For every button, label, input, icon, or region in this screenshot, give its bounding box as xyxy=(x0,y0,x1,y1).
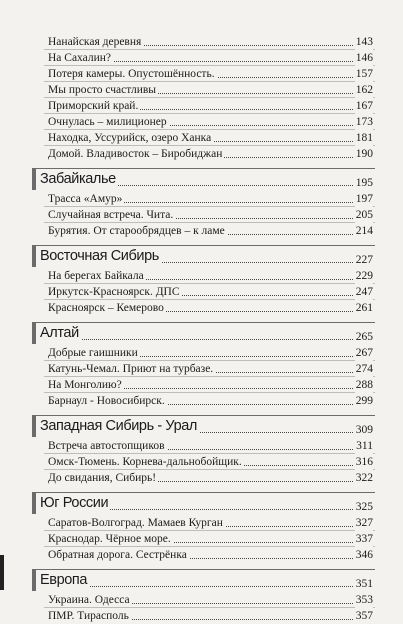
section-title: Европа xyxy=(40,572,88,588)
entry-title: До свидания, Сибирь! xyxy=(48,472,157,484)
entry-page: 181 xyxy=(355,132,373,144)
entry-title: Потеря камеры. Опустошённость. xyxy=(48,68,215,80)
entry-title: Саратов-Волгоград. Мамаев Курган xyxy=(48,517,223,529)
entry-title: Иркутск-Красноярск. ДПС xyxy=(48,286,180,298)
toc-entry xyxy=(48,438,373,454)
toc-entry xyxy=(48,393,373,409)
entry-page: 267 xyxy=(355,347,373,359)
entry-title: Домой. Владивосток – Биробиджан xyxy=(48,148,223,160)
toc-entry xyxy=(48,284,373,300)
toc-entry xyxy=(48,114,373,130)
toc-entry xyxy=(48,82,373,98)
entry-title: На Сахалин? xyxy=(48,52,112,64)
entry-page: 247 xyxy=(355,286,373,298)
page-edge-mark xyxy=(0,555,4,590)
toc-entry xyxy=(48,50,373,66)
entry-title: ПМР. Тирасполь xyxy=(48,610,129,622)
entry-page: 157 xyxy=(355,68,373,80)
section-heading xyxy=(32,168,375,191)
entry-page: 337 xyxy=(355,533,373,545)
entry-page: 299 xyxy=(355,395,373,407)
toc-entry xyxy=(48,146,373,162)
toc-entry xyxy=(48,207,373,223)
entry-title: Красноярск – Кемерово xyxy=(48,302,164,314)
toc-section xyxy=(32,492,375,563)
entry-page: 311 xyxy=(356,440,373,452)
entry-title: Омск-Тюмень. Корнева-дальнобойщик. xyxy=(48,456,242,468)
entry-title: Катунь-Чемал. Приют на турбазе. xyxy=(48,363,214,375)
section-page: 309 xyxy=(355,424,373,436)
section-title: Забайкалье xyxy=(40,171,116,187)
entry-page: 322 xyxy=(355,472,373,484)
section-page: 227 xyxy=(355,254,373,266)
toc-section xyxy=(32,322,375,409)
entry-title: Мы просто счастливы xyxy=(48,84,157,96)
toc-section xyxy=(32,569,375,624)
section-heading xyxy=(32,569,375,592)
entry-title: Бурятия. От старообрядцев – к ламе xyxy=(48,225,225,237)
toc-entry xyxy=(48,515,373,531)
toc-entry xyxy=(48,130,373,146)
toc-entry xyxy=(48,345,373,361)
entry-title: Обратная дорога. Сестрёнка xyxy=(48,549,187,561)
entry-title: Украина. Одесса xyxy=(48,594,130,606)
toc-section xyxy=(32,415,375,486)
section-heading xyxy=(32,492,375,515)
entry-page: 357 xyxy=(355,610,373,622)
section-page: 265 xyxy=(355,331,373,343)
toc-entry xyxy=(48,66,373,82)
entry-page: 346 xyxy=(355,549,373,561)
toc-entry xyxy=(48,98,373,114)
entry-title: На Монголию? xyxy=(48,379,122,391)
entry-page: 162 xyxy=(355,84,373,96)
section-heading xyxy=(32,245,375,268)
toc-entry xyxy=(48,454,373,470)
entry-title: Находка, Уссурийск, озеро Ханка xyxy=(48,132,212,144)
section-heading xyxy=(32,415,375,438)
toc-entry xyxy=(48,531,373,547)
section-title: Западная Сибирь - Урал xyxy=(40,418,197,434)
entry-page: 288 xyxy=(355,379,373,391)
toc-entry xyxy=(48,268,373,284)
section-title: Восточная Сибирь xyxy=(40,248,159,264)
entry-page: 190 xyxy=(355,148,373,160)
section-title: Юг России xyxy=(40,495,109,511)
entry-page: 205 xyxy=(355,209,373,221)
toc-entry xyxy=(48,592,373,608)
entry-page: 214 xyxy=(355,225,373,237)
toc-entry xyxy=(48,300,373,316)
entry-title: Трасса «Амур» xyxy=(48,193,123,205)
entry-page: 353 xyxy=(355,594,373,606)
entry-page: 316 xyxy=(355,456,373,468)
entry-title: Нанайская деревня xyxy=(48,36,142,48)
toc-entry xyxy=(48,377,373,393)
entry-page: 197 xyxy=(355,193,373,205)
toc-entry xyxy=(48,361,373,377)
entry-page: 173 xyxy=(355,116,373,128)
section-page: 195 xyxy=(355,177,373,189)
toc-entry xyxy=(48,191,373,207)
toc-section xyxy=(32,245,375,316)
table-of-contents xyxy=(32,34,375,624)
toc-entry xyxy=(48,223,373,239)
toc-entry xyxy=(48,34,373,50)
entry-page: 229 xyxy=(355,270,373,282)
entry-page: 327 xyxy=(355,517,373,529)
entry-page: 274 xyxy=(355,363,373,375)
entry-page: 261 xyxy=(355,302,373,314)
section-page: 351 xyxy=(355,578,373,590)
entry-title: На берегах Байкала xyxy=(48,270,144,282)
toc-entry xyxy=(48,470,373,486)
entry-title: Добрые гаишники xyxy=(48,347,138,359)
toc-entry xyxy=(48,547,373,563)
toc-entry xyxy=(48,608,373,624)
entry-title: Барнаул - Новосибирск. xyxy=(48,395,165,407)
entry-title: Краснодар. Чёрное море. xyxy=(48,533,171,545)
entry-page: 143 xyxy=(355,36,373,48)
toc-section xyxy=(32,168,375,239)
entry-title: Встреча автостопщиков xyxy=(48,440,165,452)
entry-page: 146 xyxy=(355,52,373,64)
intro-group xyxy=(32,34,375,162)
entry-page: 167 xyxy=(355,100,373,112)
entry-title: Приморский край. xyxy=(48,100,139,112)
entry-title: Случайная встреча. Чита. xyxy=(48,209,174,221)
section-heading xyxy=(32,322,375,345)
section-title: Алтай xyxy=(40,325,79,341)
section-page: 325 xyxy=(355,501,373,513)
entry-title: Очнулась – милиционер xyxy=(48,116,167,128)
